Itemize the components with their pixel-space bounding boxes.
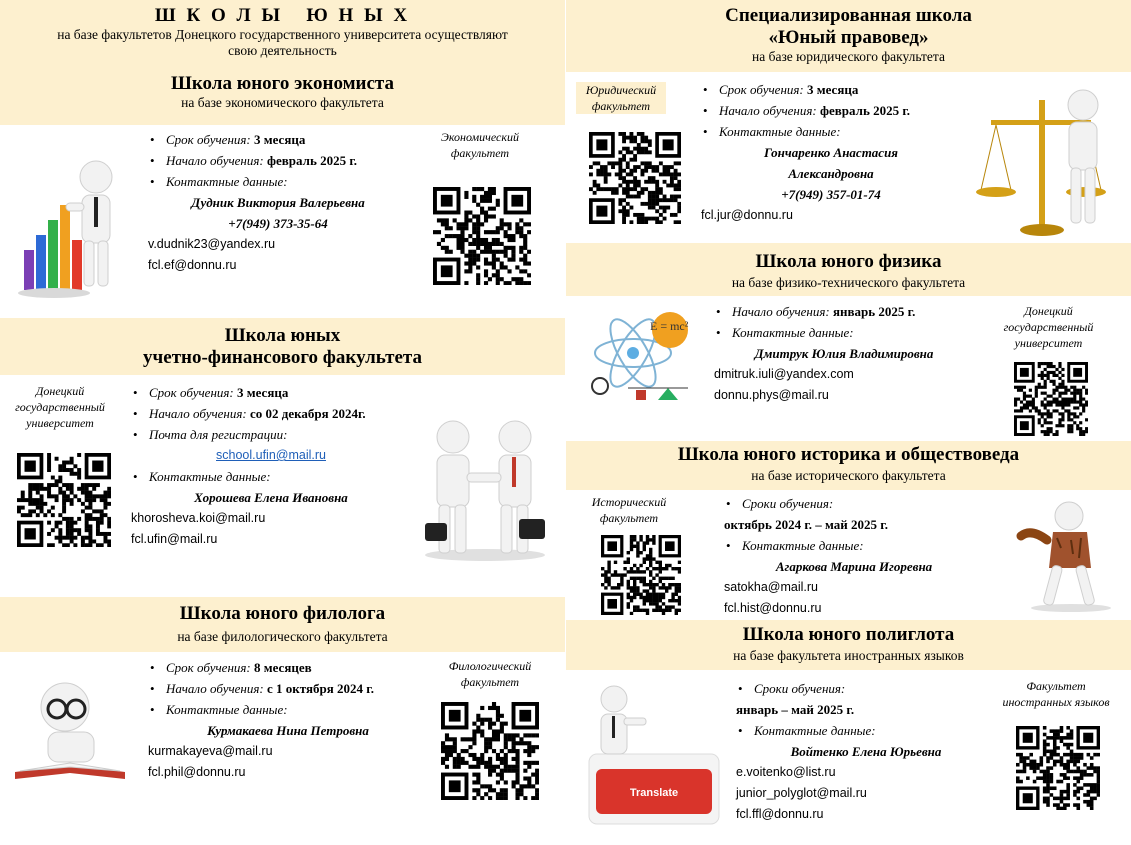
physics-subtitle: на базе физико-технического факультета [731, 275, 966, 290]
finance-email-2[interactable]: fcl.ufin@mail.ru [131, 532, 218, 546]
polyglot-contact-person: Войтенко Елена Юрьевна [790, 744, 942, 759]
economist-email-2[interactable]: fcl.ef@donnu.ru [148, 258, 237, 272]
history-qr-code-icon[interactable] [601, 535, 681, 620]
history-email-2[interactable]: fcl.hist@donnu.ru [724, 601, 822, 615]
physics-title: Школа юного физика [755, 251, 942, 272]
lawyer-subtitle: на базе юридического факультета [752, 49, 945, 64]
polyglot-email-1[interactable]: e.voitenko@list.ru [736, 765, 836, 779]
svg-text:Translate: Translate [629, 787, 679, 799]
philolog-info: • Срок обучения: 8 месяцев • Начало обучения: с 1 октября 2024 г. • Контактные данные: Курмакаева Нина Петровна kurmakayeva@mail.ru fcl.phil@donnu.ru [148, 657, 428, 783]
economist-section [0, 125, 565, 315]
philolog-contact-person: Курмакаева Нина Петровна [207, 723, 369, 738]
physics-contact-person: Дмитрук Юлия Владимировна [754, 346, 934, 361]
polyglot-info: • Сроки обучения: январь – май 2025 г. • Контактные данные: Войтенко Елена Юрьевна e.voitenko@list.ru junior_polyglot@mail.ru fcl.ffl@donnu.ru [736, 678, 996, 825]
physics-qr-code-icon[interactable] [1014, 362, 1088, 441]
philolog-faculty-label: Филологический факультет [448, 659, 532, 689]
handshake-figures-icon [415, 415, 555, 565]
philolog-header-band [0, 597, 565, 652]
economist-figure-icon [14, 155, 134, 300]
finance-registration-email-link[interactable]: school.ufin@mail.ru [216, 448, 326, 462]
polyglot-email-2[interactable]: junior_polyglot@mail.ru [736, 786, 867, 800]
philolog-section [0, 652, 565, 842]
main-subtitle-line1: на базе факультетов Донецкого государственного университета осуществляют [57, 27, 508, 42]
philolog-title: Школа юного филолога [179, 603, 386, 624]
economist-info: • Срок обучения: 3 месяца • Начало обучения: февраль 2025 г. • Контактные данные: Дудник Виктория Валерьевна +7(949) 373-35-64 v.dudnik23@yandex.ru fcl.ef@donnu.ru [148, 129, 408, 276]
main-subtitle-line2: свою деятельность [228, 43, 337, 58]
lawyer-header-band [566, 0, 1131, 72]
polyglot-faculty-label: Факультет иностранных языков [1002, 679, 1110, 709]
polyglot-subtitle: на базе факультета иностранных языков [733, 648, 964, 663]
caveman-figure-icon [1011, 498, 1121, 613]
economist-email-1[interactable]: v.dudnik23@yandex.ru [148, 237, 276, 251]
right-column [566, 0, 1131, 845]
history-section [566, 490, 1131, 620]
header-band [0, 0, 565, 125]
history-header-band [566, 441, 1131, 490]
physics-section [566, 296, 1131, 441]
finance-qr-code-icon[interactable] [17, 453, 111, 552]
physics-email-1[interactable]: dmitruk.iuli@yandex.com [714, 367, 854, 381]
economist-contact-person: Дудник Виктория Валерьевна [191, 195, 365, 210]
svg-text:E = mc²: E = mc² [650, 319, 689, 333]
economist-subtitle: на базе экономического факультета [181, 95, 384, 110]
main-title: Ш К О Л Ы Ю Н Ы Х [154, 5, 411, 26]
history-email-1[interactable]: satokha@mail.ru [724, 580, 818, 594]
economist-qr-code-icon[interactable] [433, 187, 531, 290]
physics-formula-icon [588, 308, 698, 418]
philolog-email-2[interactable]: fcl.phil@donnu.ru [148, 765, 246, 779]
physics-header-band [566, 243, 1131, 296]
lawyer-contact-person-line2: Александровна [788, 166, 874, 181]
finance-contact-person: Хорошева Елена Ивановна [194, 490, 348, 505]
history-subtitle: на базе исторического факультета [751, 468, 946, 483]
philolog-qr-code-icon[interactable] [441, 702, 539, 805]
history-faculty-label: Исторический факультет [591, 495, 667, 525]
lawyer-info: • Срок обучения: 3 месяца • Начало обучения: февраль 2025 г. • Контактные данные: Гончаренко Анастасия Александровна +7(949) 357-01-74 fcl.jur@donnu.ru [701, 79, 961, 226]
economist-contact-phone[interactable]: +7(949) 373-35-64 [228, 216, 328, 231]
physics-email-2[interactable]: donnu.phys@mail.ru [714, 388, 829, 402]
lawyer-email-1[interactable]: fcl.jur@donnu.ru [701, 208, 793, 222]
finance-faculty-label: Донецкий государственный университет [15, 384, 105, 430]
lawyer-section [566, 72, 1131, 242]
lawyer-contact-phone[interactable]: +7(949) 357-01-74 [781, 187, 881, 202]
polyglot-email-3[interactable]: fcl.ffl@donnu.ru [736, 807, 824, 821]
history-title: Школа юного историка и обществоведа [677, 444, 1020, 465]
history-info: • Сроки обучения: октябрь 2024 г. – май 2025 г. • Контактные данные: Агаркова Марина Игоревна satokha@mail.ru fcl.hist@donnu.ru [724, 493, 984, 619]
lawyer-title-line2: «Юный правовед» [768, 27, 929, 48]
polyglot-qr-code-icon[interactable] [1016, 726, 1100, 815]
economist-title: Школа юного экономиста [171, 73, 394, 94]
lawyer-qr-code-icon[interactable] [589, 132, 681, 229]
finance-section [0, 375, 565, 595]
reading-figure-icon [10, 677, 145, 787]
finance-header-band [0, 318, 565, 375]
finance-title-line1: Школа юных [224, 325, 341, 346]
physics-faculty-label: Донецкий государственный университет [1003, 304, 1094, 350]
philolog-email-1[interactable]: kurmakayeva@mail.ru [148, 744, 273, 758]
scales-of-justice-icon [971, 80, 1121, 240]
lawyer-title-line1: Специализированная школа [725, 5, 972, 26]
polyglot-title: Школа юного полиглота [742, 624, 955, 645]
left-column [0, 0, 565, 845]
finance-title-line2: учетно-финансового факультета [143, 347, 422, 368]
finance-info: • Срок обучения: 3 месяца • Начало обучения: со 02 декабря 2024г. • Почта для регистрации: school.ufin@mail.ru • Контактные данные: Хорошева Елена Ивановна khorosheva.koi@mail.ru fcl.ufin@mail.ru [131, 382, 411, 550]
economist-faculty-label: Экономический факультет [441, 130, 519, 160]
philolog-subtitle: на базе филологического факультета [177, 629, 388, 644]
translate-key-figure-icon [584, 684, 724, 829]
physics-info: • Начало обучения: январь 2025 г. • Контактные данные: Дмитрук Юлия Владимировна dmitruk.iuli@yandex.com donnu.phys@mail.ru [714, 301, 974, 406]
polyglot-section [566, 670, 1131, 845]
finance-email-1[interactable]: khorosheva.koi@mail.ru [131, 511, 266, 525]
lawyer-contact-person-line1: Гончаренко Анастасия [763, 145, 899, 160]
history-contact-person: Агаркова Марина Игоревна [775, 559, 933, 574]
polyglot-header-band [566, 620, 1131, 670]
lawyer-faculty-label: Юридический факультет [576, 82, 666, 114]
